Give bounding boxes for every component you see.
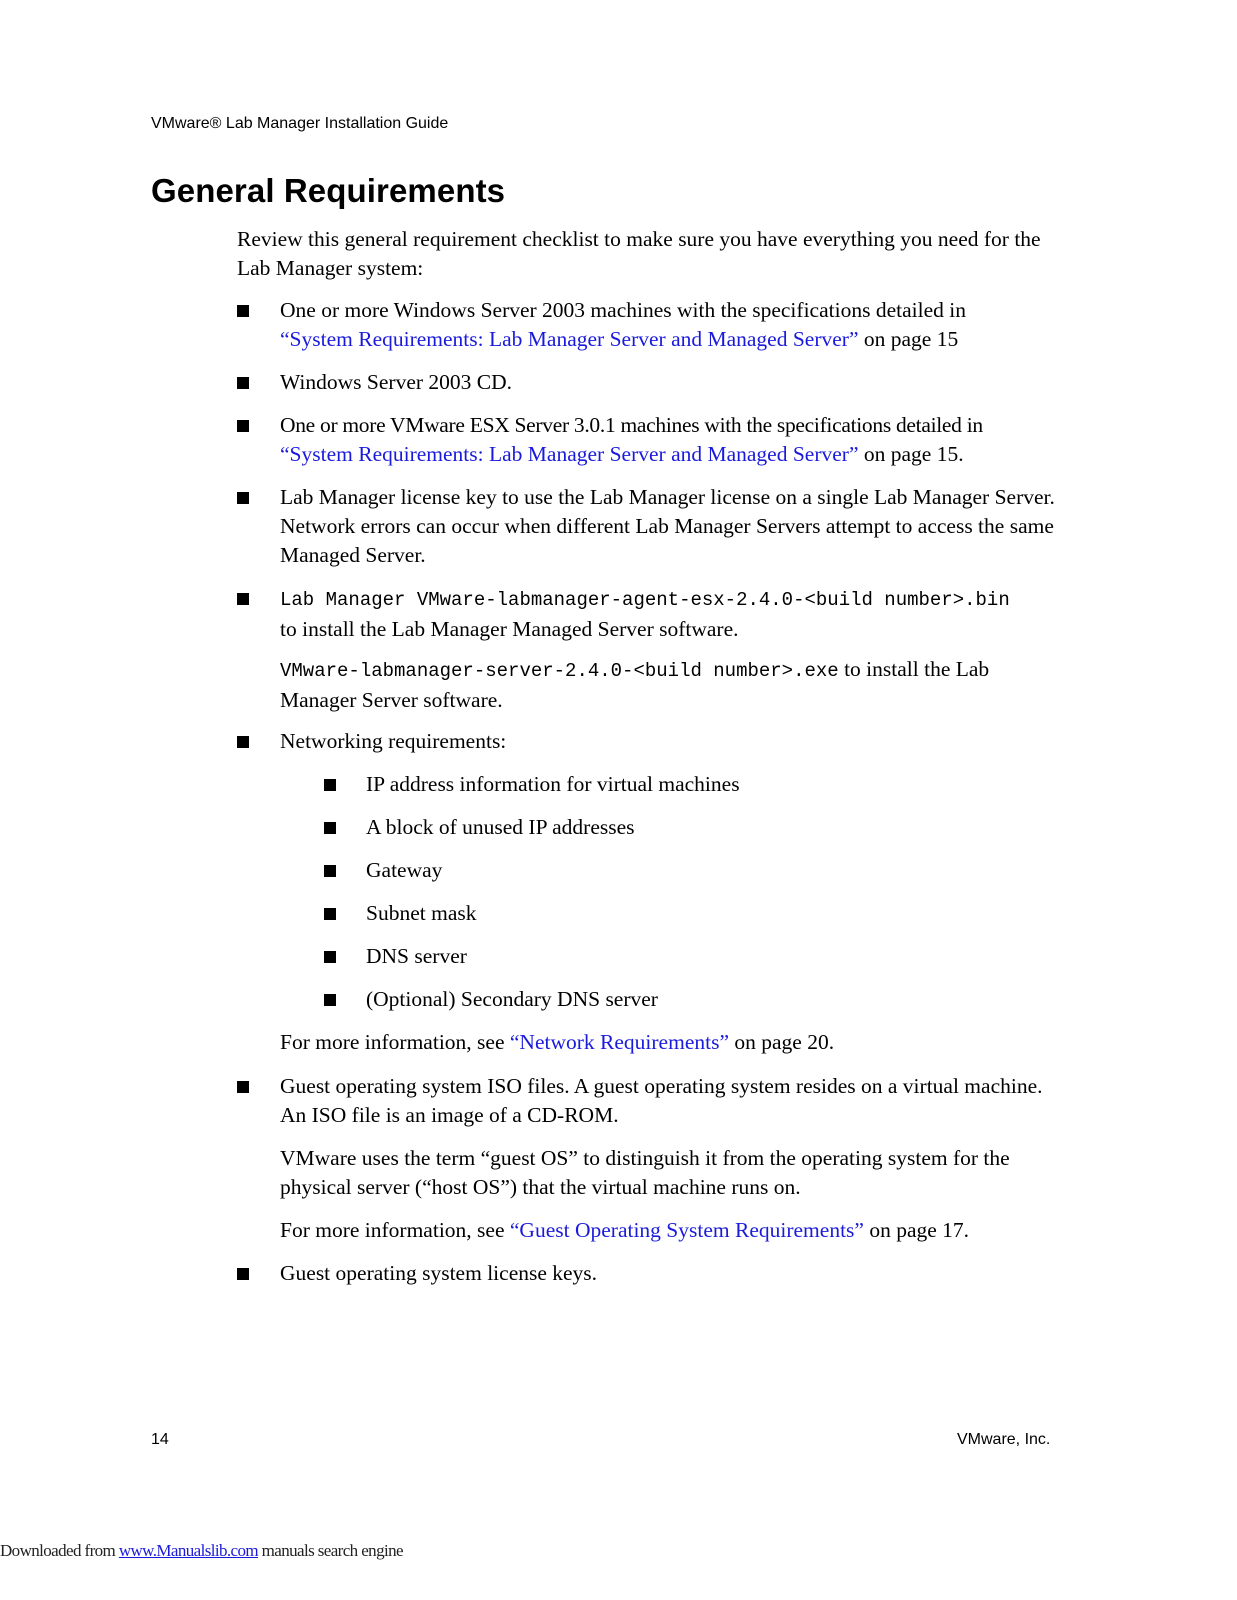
server-installer-paragraph: VMware-labmanager-server-2.4.0-<build number>.exe to install the Lab Manager Server software. [280, 657, 990, 712]
bullet-icon [324, 994, 336, 1006]
sub-item-ip-block: A block of unused IP addresses [366, 815, 635, 839]
list-item-license-key: Lab Manager license key to use the Lab Manager license on a single Lab Manager Server. Network errors can occur when different Lab Manager Servers attempt to access the same Managed Server. [280, 485, 1055, 567]
manualslib-link[interactable]: www.Manualslib.com [118, 1541, 259, 1560]
link-network-requirements[interactable]: “Network Requirements” [509, 1030, 729, 1054]
guest-more-info: For more information, see “Guest Operating System Requirements” on page 17. [280, 1218, 970, 1242]
bullet-icon [237, 492, 249, 504]
bullet-icon [237, 305, 249, 317]
list-item-windows-server: One or more Windows Server 2003 machines with the specifications detailed in “System Requirements: Lab Manager Server and Managed Server” on page 15 [280, 298, 966, 351]
guest-os-term-paragraph: VMware uses the term “guest OS” to distinguish it from the operating system for the physical server (“host OS”) that the virtual machine runs on. [280, 1146, 1010, 1199]
page-title: General Requirements [151, 172, 506, 209]
page-number: 14 [151, 1431, 169, 1448]
agent-installer-filename: Lab Manager VMware-labmanager-agent-esx-2.4.0-<build number>.bin [280, 589, 1010, 611]
sub-item-subnet-mask: Subnet mask [366, 901, 477, 925]
sub-item-dns-server: DNS server [366, 944, 467, 968]
bullet-icon [237, 420, 249, 432]
link-system-requirements[interactable]: “System Requirements: Lab Manager Server and Managed Server” [280, 327, 859, 351]
link-guest-os-requirements[interactable]: “Guest Operating System Requirements” [509, 1218, 864, 1242]
list-item-installers: Lab Manager VMware-labmanager-agent-esx-2.4.0-<build number>.bin to install the Lab Manager Managed Server software. [280, 589, 1010, 641]
list-item-esx-server: One or more VMware ESX Server 3.0.1 machines with the specifications detailed in “System Requirements: Lab Manager Server and Managed Server” on page 15. [280, 413, 983, 466]
download-banner: Downloaded from www.Manualslib.com manuals search engine [0, 1541, 403, 1560]
bullet-icon [324, 865, 336, 877]
sub-item-ip-info: IP address information for virtual machines [366, 772, 740, 796]
network-more-info: For more information, see “Network Requirements” on page 20. [280, 1030, 835, 1054]
bullet-icon [237, 593, 249, 605]
intro-paragraph: Review this general requirement checklist to make sure you have everything you need for the Lab Manager system: [237, 227, 1041, 280]
link-system-requirements[interactable]: “System Requirements: Lab Manager Server and Managed Server” [280, 442, 859, 466]
footer-company: VMware, Inc. [957, 1431, 1051, 1448]
bullet-icon [324, 951, 336, 963]
bullet-icon [324, 779, 336, 791]
bullet-icon [324, 908, 336, 920]
bullet-icon [237, 377, 249, 389]
bullet-icon [237, 736, 249, 748]
list-item-networking: Networking requirements: [280, 729, 507, 753]
bullet-icon [237, 1081, 249, 1093]
server-installer-filename: VMware-labmanager-server-2.4.0-<build number>.exe [280, 660, 839, 682]
sub-item-gateway: Gateway [366, 858, 443, 882]
list-item-windows-cd: Windows Server 2003 CD. [280, 370, 513, 394]
list-item-license-keys: Guest operating system license keys. [280, 1261, 598, 1285]
list-item-guest-iso: Guest operating system ISO files. A guest operating system resides on a virtual machine. An ISO file is an image of a CD-ROM. [280, 1074, 1043, 1127]
bullet-icon [237, 1268, 249, 1280]
sub-item-secondary-dns: (Optional) Secondary DNS server [366, 987, 658, 1011]
running-header: VMware® Lab Manager Installation Guide [151, 115, 449, 132]
bullet-icon [324, 822, 336, 834]
